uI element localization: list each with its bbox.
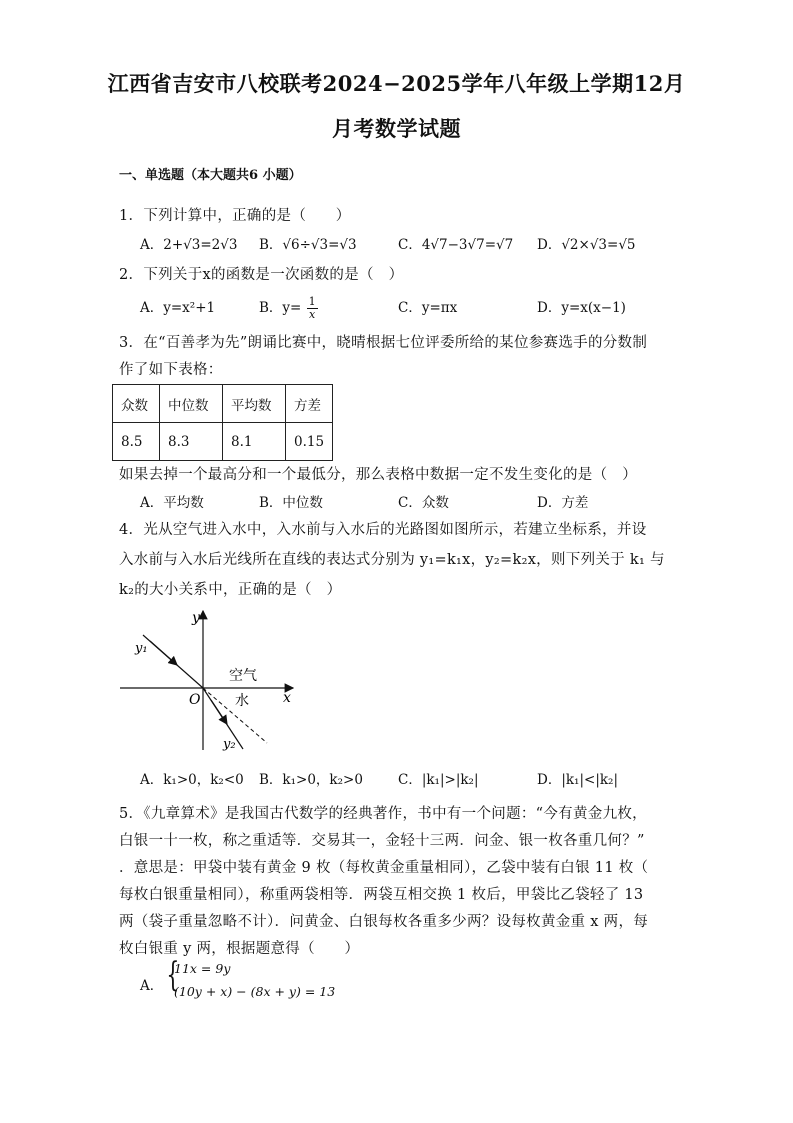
refracted-ray-arrow [211,700,227,724]
question-3-stem-line1: 3．在“百善孝为先”朗诵比赛中，晓晴根据七位评委所给的某位参赛选手的分数制 [119,335,648,351]
question-2-option-a: A．y=x²+1 [140,300,216,316]
table-header-row [113,385,333,423]
question-5-line3: ．意思是：甲袋中装有黄金 9 枚（每枚黄金重量相同），乙袋中装有白银 11 枚（ [119,860,649,876]
question-5-option-a-eq1: 11x = 9y [174,961,231,976]
question-5-option-a-label: A． [140,978,164,994]
question-1-option-b: B．√6÷√3=√3 [259,237,357,253]
question-1-option-c: C．4√7−3√7=√7 [398,237,514,253]
light-path-figure [115,605,305,755]
table-header-cell: 方差 [286,385,333,423]
question-3-stem-line3: 如果去掉一个最高分和一个最低分，那么表格中数据一定不发生变化的是（ ） [119,467,637,483]
question-5-line6: 枚白银重 y 两，根据题意得（ ） [119,941,360,957]
question-5-line5: 两（袋子重量忽略不计）．问黄金、白银每枚各重多少两？设每枚黄金重 x 两，每 [119,914,649,930]
origin-label: O [189,692,201,708]
table-header-cell: 平均数 [223,385,286,423]
question-1-option-d: D．√2×√3=√5 [537,237,636,253]
question-2-option-d: D．y=x(x−1) [537,300,626,316]
system-brace: { [166,955,180,995]
score-table [112,384,333,461]
question-3-option-c: C．众数 [398,495,449,511]
question-3-stem-line2: 作了如下表格： [119,362,223,378]
question-2-stem: 2．下列关于x的函数是一次函数的是（ ） [119,267,404,283]
air-label: 空气 [229,668,257,684]
question-5-option-a-eq2: (10y + x) − (8x + y) = 13 [174,984,336,999]
table-cell: 8.1 [223,423,286,461]
fraction [307,296,318,321]
table-cell: 8.3 [160,423,223,461]
question-5-line4: 每枚白银重量相同），称重两袋相等．两袋互相交换 1 枚后，甲袋比乙袋轻了 13 [119,887,644,903]
question-2-option-c: C．y=πx [398,300,458,316]
table-cell: 0.15 [286,423,333,461]
table-header-cell: 中位数 [160,385,223,423]
water-label: 水 [235,693,249,709]
y2-label: y₂ [223,737,236,752]
question-4-stem-line2: 入水前与入水后光线所在直线的表达式分别为 y₁=k₁x，y₂=k₂x，则下列关于 k₁ 与 [119,552,665,568]
question-1-option-a: A．2+√3=2√3 [140,237,238,253]
question-5-line1: 5．《九章算术》是我国古代数学的经典著作，书中有一个问题：“今有黄金九枚， [119,806,647,822]
question-1-stem: 1．下列计算中，正确的是（ ） [119,208,351,224]
question-4-option-c: C．|k₁|>|k₂| [398,772,479,788]
fraction-denominator: x [309,308,316,321]
question-4-option-b: B．k₁>0，k₂>0 [259,772,363,788]
question-4-option-a: A．k₁>0，k₂<0 [140,772,244,788]
question-3-option-b: B．中位数 [259,495,323,511]
table-cell: 8.5 [113,423,160,461]
question-4-stem-line1: 4．光从空气进入水中，入水前与入水后的光路图如图所示，若建立坐标系，并设 [119,522,647,538]
page-title-line2: 月考数学试题 [332,116,461,141]
question-3-option-a: A．平均数 [140,495,204,511]
y1-label: y₁ [135,641,148,656]
fraction-numerator: 1 [308,295,316,308]
question-4-stem-line3: k₂的大小关系中，正确的是（ ） [119,582,342,598]
page-title-line1: 江西省吉安市八校联考2024−2025学年八年级上学期12月 [107,71,686,96]
question-3-option-d: D．方差 [537,495,589,511]
table-header-cell: 众数 [113,385,160,423]
question-2-option-b [259,296,318,321]
question-5-line2: 白银一十一枚，称之重适等．交易其一，金轻十三两．问金、银一枚各重几何？” [119,833,645,849]
section-heading: 一、单选题（本大题共6 小题） [119,168,302,183]
y-axis-label: y [192,610,200,626]
incident-ray-arrow [150,641,177,665]
question-2-option-b-prefix: B．y= [259,300,302,316]
table-row [113,423,333,461]
x-axis-label: x [283,690,291,706]
question-4-option-d: D．|k₁|<|k₂| [537,772,619,788]
